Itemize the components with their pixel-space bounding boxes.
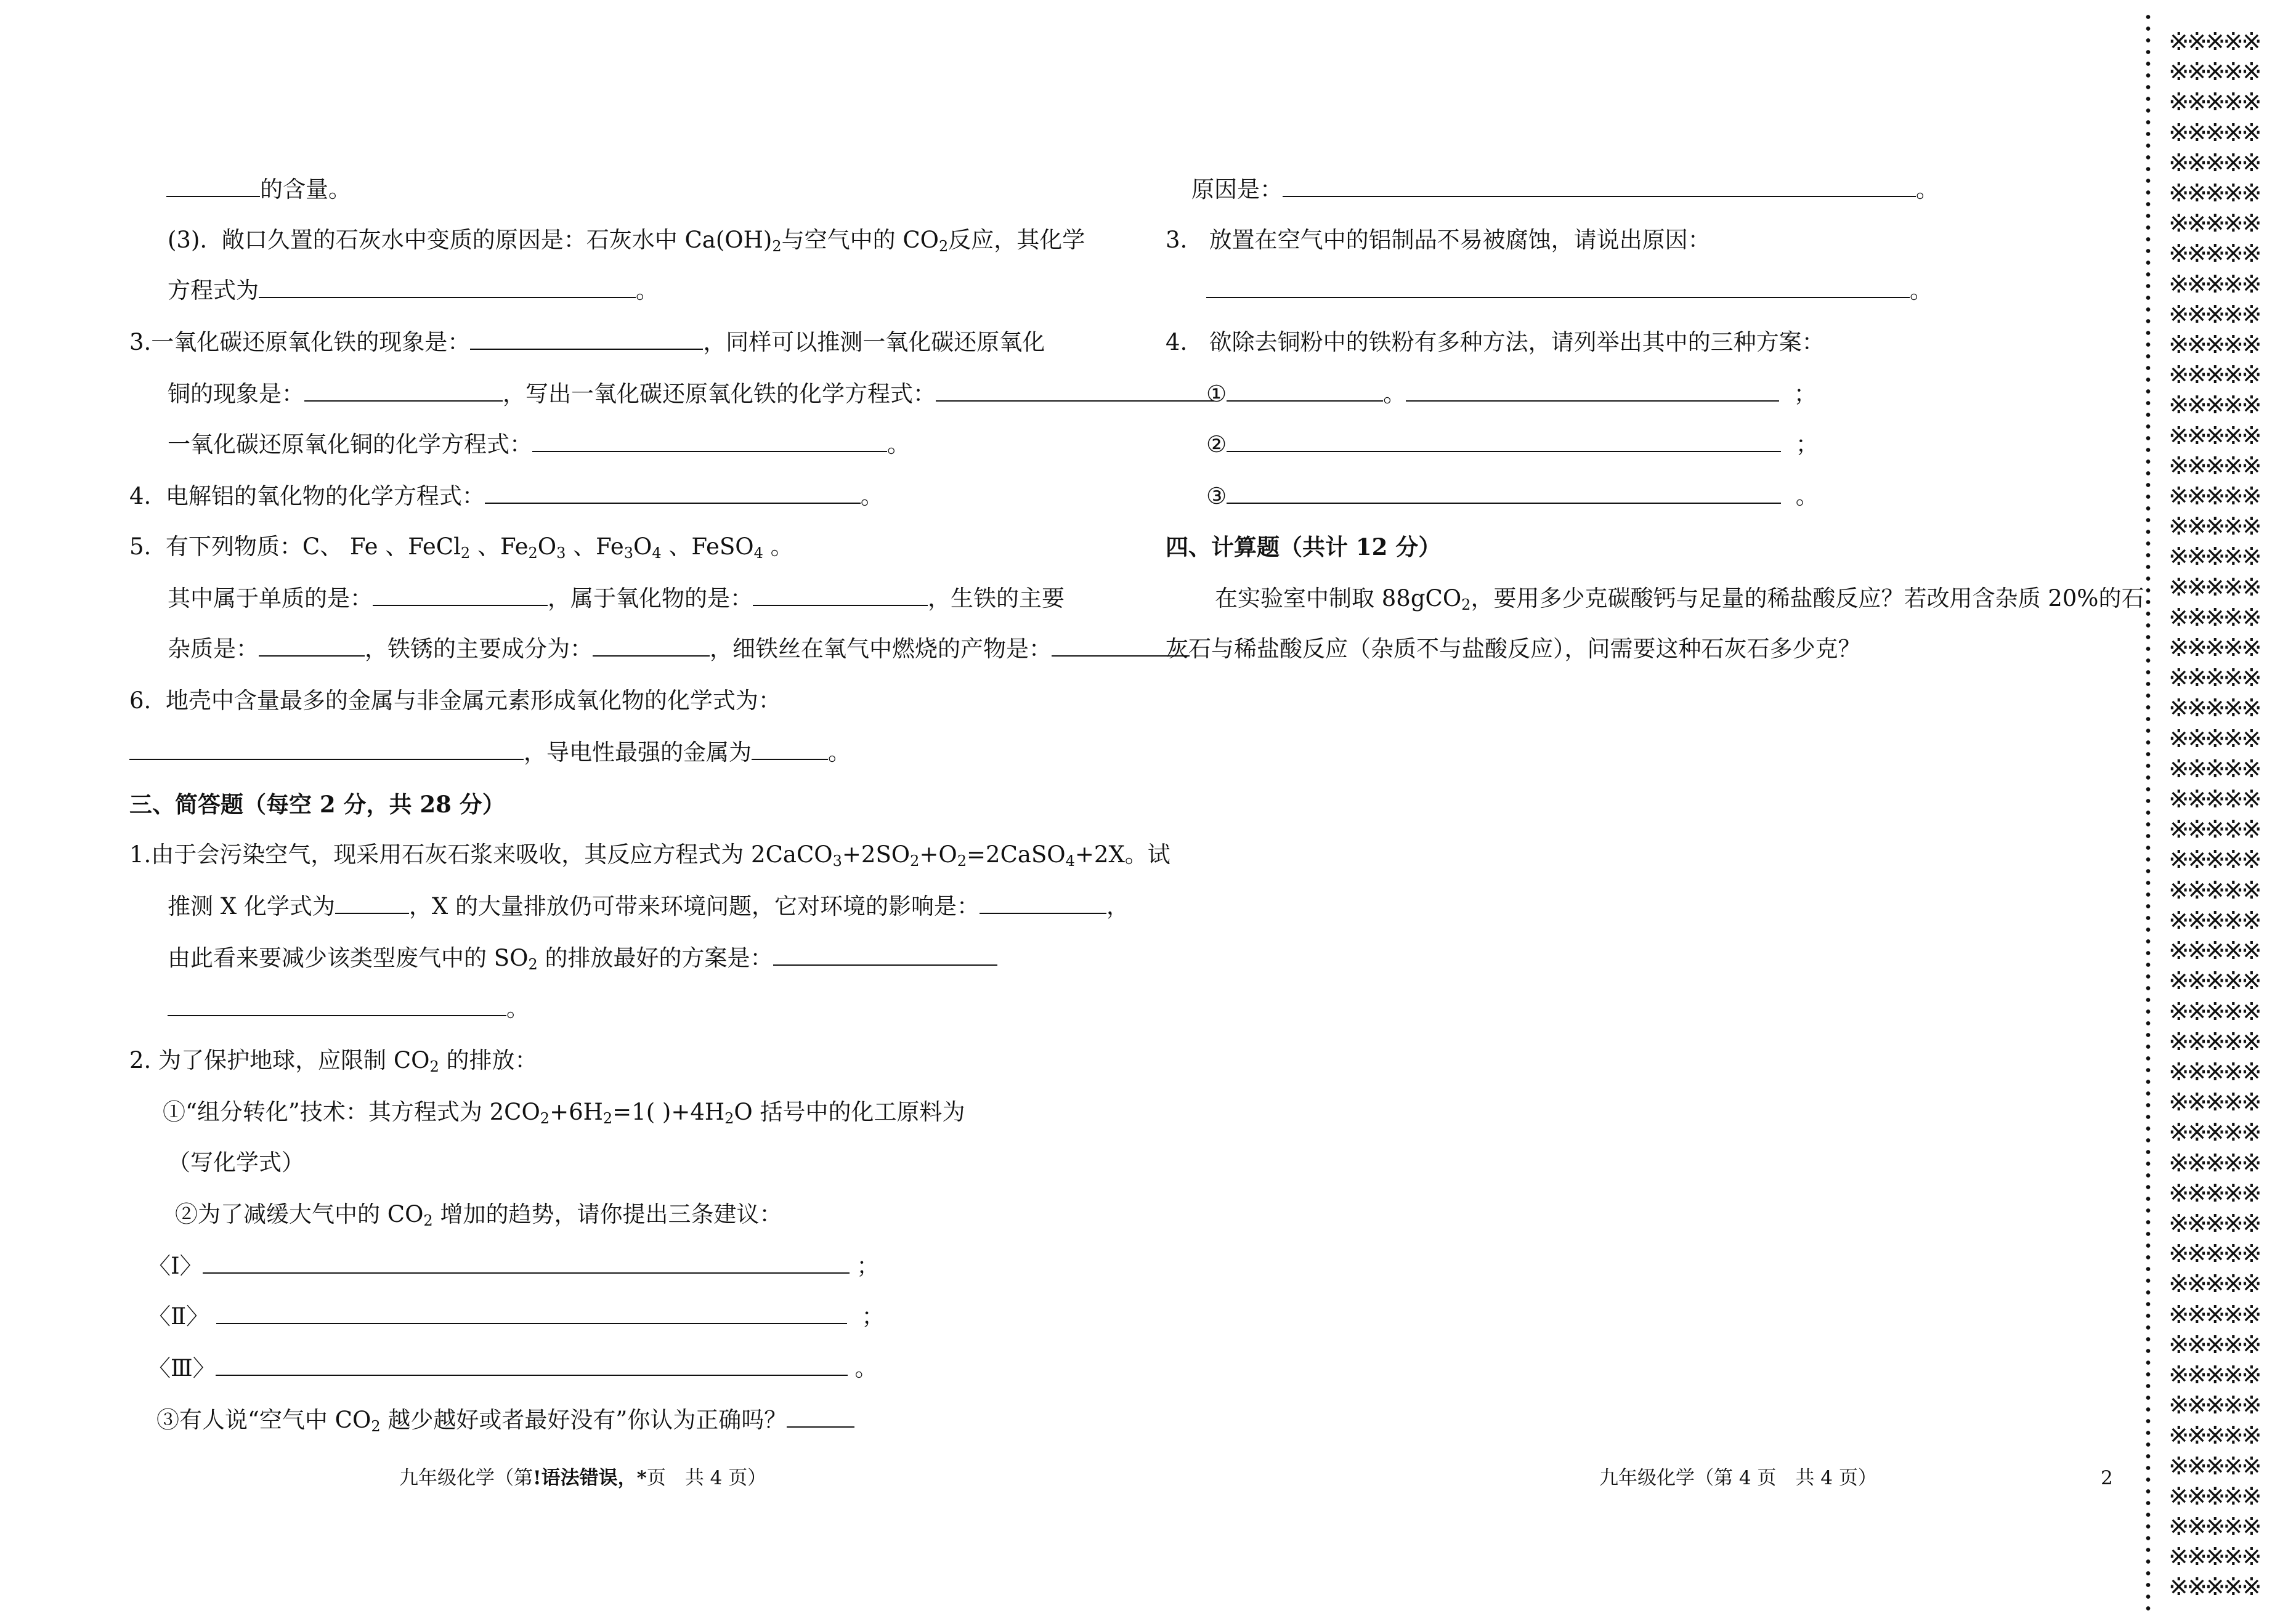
section3-title: 三、简答题（每空 2 分，共 28 分） bbox=[129, 791, 505, 818]
s3q1-line1: 1.由于会污染空气，现采用石灰石浆来吸收，其反应方程式为 $2CaCO_3+2SO_2+O_2=2CaSO_4+2X$。试 bbox=[129, 841, 1170, 870]
binding-mark-row: ※※※※※ bbox=[2168, 240, 2260, 269]
answer-blank[interactable] bbox=[936, 381, 1214, 402]
r-q3-line1: 3. 放置在空气中的铝制品不易被腐蚀，请说出原因： bbox=[1166, 227, 1711, 253]
answer-blank[interactable] bbox=[1227, 431, 1781, 452]
binding-mark-row: ※※※※※ bbox=[2168, 209, 2260, 238]
binding-mark-row: ※※※※※ bbox=[2168, 1240, 2260, 1269]
binding-mark-row: ※※※※※ bbox=[2168, 1573, 2260, 1602]
binding-mark-row: ※※※※※ bbox=[2168, 1209, 2260, 1238]
answer-blank[interactable] bbox=[1206, 277, 1910, 298]
answer-blank[interactable] bbox=[1227, 381, 1383, 402]
binding-mark-row: ※※※※※ bbox=[2168, 1179, 2260, 1208]
answer-blank[interactable] bbox=[1227, 483, 1781, 504]
answer-blank[interactable] bbox=[773, 945, 997, 966]
answer-blank[interactable] bbox=[216, 1355, 848, 1376]
binding-mark-row: ※※※※※ bbox=[2168, 997, 2260, 1026]
answer-blank[interactable] bbox=[216, 1303, 847, 1324]
binding-mark-row: ※※※※※ bbox=[2168, 754, 2260, 783]
binding-mark-row: ※※※※※ bbox=[2168, 1543, 2260, 1572]
binding-mark-row: ※※※※※ bbox=[2168, 482, 2260, 511]
answer-blank[interactable] bbox=[168, 995, 506, 1016]
binding-mark-row: ※※※※※ bbox=[2168, 967, 2260, 996]
s3q2-line2: ①“组分转化”技术：其方程式为 $2CO_2+6H_2=1$( )$+4H_2O$ 括号中的化工原料为 bbox=[163, 1099, 965, 1127]
s3q2-line3: （写化学式） bbox=[168, 1149, 304, 1176]
s3q2-line8: ③有人说“空气中 $CO_2$ 越少越好或者最好没有”你认为正确吗？ bbox=[156, 1407, 854, 1434]
r-q4-option3: ③ 。 bbox=[1206, 483, 1819, 509]
r-q4-option2: ② ； bbox=[1206, 431, 1819, 458]
binding-mark-row: ※※※※※ bbox=[2168, 118, 2260, 147]
binding-mark-row: ※※※※※ bbox=[2168, 1149, 2260, 1178]
answer-blank[interactable] bbox=[373, 585, 548, 606]
q4-line: 4. 电解铝的氧化物的化学方程式： 。 bbox=[129, 483, 883, 509]
binding-mark-row: ※※※※※ bbox=[2168, 88, 2260, 117]
answer-blank[interactable] bbox=[1283, 176, 1916, 197]
answer-blank[interactable] bbox=[304, 381, 503, 402]
binding-mark-row: ※※※※※ bbox=[2168, 1088, 2260, 1117]
answer-blank[interactable] bbox=[259, 636, 365, 657]
binding-mark-row: ※※※※※ bbox=[2168, 1118, 2260, 1147]
binding-mark-row: ※※※※※ bbox=[2168, 361, 2260, 390]
binding-mark-row: ※※※※※ bbox=[2168, 724, 2260, 753]
answer-blank[interactable] bbox=[470, 329, 703, 350]
r-q4-line1: 4. 欲除去铜粉中的铁粉有多种方法，请列举出其中的三种方案： bbox=[1166, 329, 1825, 355]
binding-mark-row: ※※※※※ bbox=[2168, 179, 2260, 208]
binding-mark-row: ※※※※※ bbox=[2168, 694, 2260, 723]
answer-blank[interactable] bbox=[1406, 381, 1779, 402]
footer-right: 九年级化学（第 4 页 共 4 页） bbox=[1599, 1467, 1877, 1489]
answer-blank[interactable] bbox=[532, 431, 887, 452]
r-q4-option1: ① 。 ； bbox=[1206, 381, 1817, 407]
answer-blank[interactable] bbox=[753, 585, 928, 606]
footer-error-text: !语法错误，* bbox=[533, 1467, 647, 1489]
answer-blank[interactable] bbox=[259, 277, 636, 298]
binding-mark-row: ※※※※※ bbox=[2168, 512, 2260, 541]
suggestion-1: 〈Ⅰ〉 ； bbox=[148, 1253, 880, 1279]
binding-mark-row: ※※※※※ bbox=[2168, 28, 2260, 56]
q3-line3: 一氧化碳还原氧化铜的化学方程式： 。 bbox=[168, 431, 910, 458]
q5-line3: 杂质是： ，铁锈的主要成分为： ，细铁丝在氧气中燃烧的产物是： bbox=[168, 636, 1190, 663]
binding-dotted-line bbox=[2145, 11, 2151, 1612]
binding-mark-row: ※※※※※ bbox=[2168, 270, 2260, 299]
binding-mark-row: ※※※※※ bbox=[2168, 1391, 2260, 1420]
s3q2-line1: 2. 为了保护地球，应限制 $CO_2$ 的排放： bbox=[129, 1047, 538, 1075]
s3q1-line4: 。 bbox=[168, 995, 529, 1022]
q3-line1: 3.一氧化碳还原氧化铁的现象是： ，同样可以推测一氧化碳还原氧化 bbox=[129, 329, 1045, 355]
binding-mark-row: ※※※※※ bbox=[2168, 1452, 2260, 1481]
binding-mark-row: ※※※※※ bbox=[2168, 846, 2260, 875]
binding-mark-row: ※※※※※ bbox=[2168, 815, 2260, 844]
answer-blank[interactable] bbox=[593, 636, 710, 657]
binding-mark-row: ※※※※※ bbox=[2168, 1027, 2260, 1056]
binding-mark-row: ※※※※※ bbox=[2168, 634, 2260, 663]
binding-mark-row: ※※※※※ bbox=[2168, 451, 2260, 480]
calc-line2: 灰石与稀盐酸反应（杂质不与盐酸反应），问需要这种石灰石多少克？ bbox=[1166, 636, 1861, 662]
reason-line: 原因是： 。 bbox=[1191, 176, 1939, 203]
binding-mark-row: ※※※※※ bbox=[2168, 1270, 2260, 1299]
q3-line2: 铜的现象是： ，写出一氧化碳还原氧化铁的化学方程式： bbox=[168, 381, 1214, 408]
binding-mark-row: ※※※※※ bbox=[2168, 543, 2260, 572]
s3q1-line3: 由此看来要减少该类型废气中的 $SO_2$ 的排放最好的方案是： bbox=[168, 945, 997, 972]
q2-part3-line2: 方程式为 。 bbox=[168, 277, 659, 304]
calc-line1: 在实验室中制取 88gCO$_2$，要用多少克碳酸钙与足量的稀盐酸反应？若改用含杂质 20%的石 bbox=[1215, 585, 2144, 613]
q6-line2: ，导电性最强的金属为 。 bbox=[129, 739, 851, 766]
binding-mark-row: ※※※※※ bbox=[2168, 876, 2260, 905]
binding-mark-row: ※※※※※ bbox=[2168, 664, 2260, 693]
footer-left: 九年级化学（第!语法错误，*页 共 4 页） bbox=[399, 1467, 767, 1489]
binding-mark-row: ※※※※※ bbox=[2168, 1057, 2260, 1086]
binding-mark-row: ※※※※※ bbox=[2168, 58, 2260, 87]
binding-mark-row: ※※※※※ bbox=[2168, 1300, 2260, 1329]
binding-mark-row: ※※※※※ bbox=[2168, 391, 2260, 420]
binding-marks-column bbox=[2168, 27, 2292, 1616]
binding-mark-row: ※※※※※ bbox=[2168, 906, 2260, 935]
answer-blank[interactable] bbox=[980, 893, 1106, 914]
answer-blank[interactable] bbox=[787, 1407, 854, 1428]
answer-blank[interactable] bbox=[166, 176, 260, 197]
answer-blank[interactable] bbox=[335, 893, 409, 914]
binding-mark-row: ※※※※※ bbox=[2168, 573, 2260, 602]
section4-title: 四、计算题（共计 12 分） bbox=[1166, 533, 1442, 560]
answer-blank[interactable] bbox=[485, 483, 861, 504]
q6-line1: 6. 地壳中含量最多的金属与非金属元素形成氧化物的化学式为： bbox=[129, 687, 781, 714]
binding-mark-row: ※※※※※ bbox=[2168, 300, 2260, 329]
binding-mark-row: ※※※※※ bbox=[2168, 937, 2260, 966]
binding-mark-row: ※※※※※ bbox=[2168, 1421, 2260, 1450]
binding-mark-row: ※※※※※ bbox=[2168, 785, 2260, 814]
answer-blank[interactable] bbox=[752, 739, 828, 760]
binding-mark-row: ※※※※※ bbox=[2168, 1360, 2260, 1389]
s3q2-line4: ②为了减缓大气中的 $CO_2$ 增加的趋势，请你提出三条建议： bbox=[175, 1201, 782, 1229]
suggestion-2: 〈Ⅱ〉 ； bbox=[148, 1303, 885, 1330]
q5-line2: 其中属于单质的是： ，属于氧化物的是： ，生铁的主要 bbox=[168, 585, 1065, 612]
binding-mark-row: ※※※※※ bbox=[2168, 331, 2260, 360]
binding-mark-row: ※※※※※ bbox=[2168, 603, 2260, 632]
binding-mark-row: ※※※※※ bbox=[2168, 421, 2260, 450]
q5-line1: 5. 有下列物质：C、 Fe 、FeCl$_2$ 、$Fe_2O_3$ 、$Fe_3O_4$ 、FeSO$_4$ 。 bbox=[129, 533, 793, 562]
q2-part3-line1: (3). 敞口久置的石灰水中变质的原因是：石灰水中 $Ca(OH)_2$与空气中的 $CO_2$反应，其化学 bbox=[168, 227, 1085, 255]
suggestion-3: 〈Ⅲ〉 。 bbox=[148, 1355, 878, 1381]
answer-blank[interactable] bbox=[129, 739, 524, 760]
s3q1-line2: 推测 X 化学式为 ，X 的大量排放仍可带来环境问题，它对环境的影响是： ， bbox=[168, 893, 1129, 920]
binding-mark-row: ※※※※※ bbox=[2168, 1512, 2260, 1541]
binding-mark-row: ※※※※※ bbox=[2168, 1482, 2260, 1511]
page-number: 2 bbox=[2101, 1467, 2113, 1489]
answer-blank[interactable] bbox=[203, 1253, 850, 1274]
binding-mark-row: ※※※※※ bbox=[2168, 148, 2260, 177]
r-q3-line2: 。 bbox=[1206, 277, 1933, 304]
binding-mark-row: ※※※※※ bbox=[2168, 1330, 2260, 1359]
q2-content-tail: 的含量。 bbox=[166, 176, 351, 203]
